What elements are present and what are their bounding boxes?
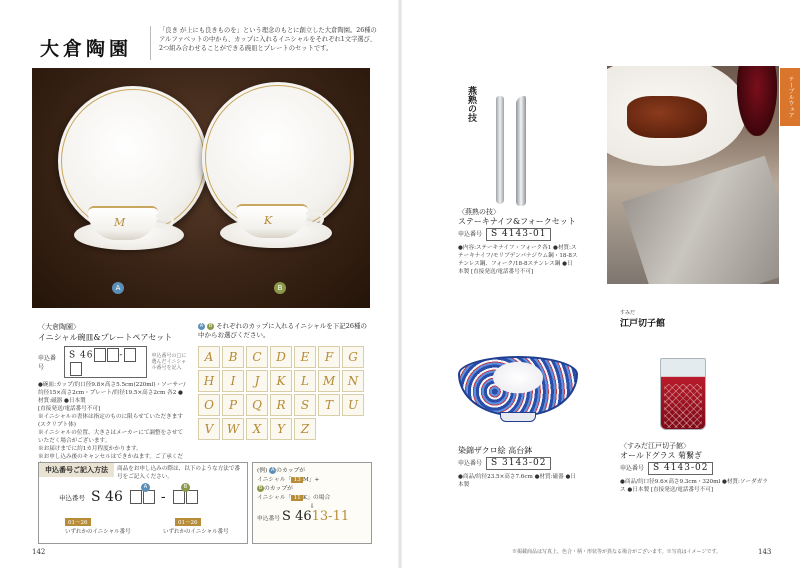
initial-cell: F [318, 346, 340, 368]
category-tab: テーブルウェア [780, 68, 800, 126]
product-spec-3: ※イニシャルの位置、大きさはメーカーにて調整をさせていただく場合がございます。 [38, 430, 183, 444]
initials-header-text: それぞれのカップに入れるイニシャルを下記26種の中からお選びください。 [198, 322, 367, 339]
brand-mark-enjuku: 燕熟の技 [466, 86, 476, 122]
bowl-photo [458, 348, 578, 424]
order-box-label: 申込番号ご記入方法 [39, 463, 114, 477]
example-line-1: (例) A のカップが [257, 467, 306, 474]
page-number-left: 142 [32, 548, 46, 556]
initial-cell: J [246, 370, 268, 392]
glass-product [620, 442, 770, 494]
order-range-b-caption: いずれかのイニシャル番号 [163, 529, 229, 535]
example-arrow: ⇩ [309, 504, 315, 510]
example-result: 申込番号 S 4613-11 [257, 509, 350, 524]
glass-code-row: 申込番号 S 4143-02 [620, 462, 770, 475]
initials-grid [198, 346, 368, 440]
cutlery-code-row: 申込番号 S 4143-01 [458, 228, 578, 241]
bowl-body [458, 356, 578, 416]
cutlery-code: S 4143-01 [486, 228, 551, 241]
initial-cell: K [270, 370, 292, 392]
product-spec-0: ●碗皿:カップ/約口径9.8×高さ5.5cm(220ml)・ソーサー/約径15×高さ2cm・プレート/約径19.5×高さ2cm 各2 ●材質:磁器 ●日本製 [38, 382, 186, 404]
cutlery-brand: 〈燕熟の技〉 [458, 208, 500, 216]
initial-cell: M [318, 370, 340, 392]
cup-b-monogram: K [264, 214, 273, 227]
product-code: S 46 - [64, 346, 148, 378]
cutlery-photo [488, 96, 548, 206]
bowl-title: 染錦ザクロ絵 高台鉢 [458, 446, 533, 455]
order-badge-a: A [141, 483, 150, 492]
intro-text: 「良き が上にも良きものを」という理念のもとに創立した大倉陶園。26種のアルファベットの中から、カップに入れるイニシャルをそれぞれ1文字選び、2つ組み合わせることができる碗皿とプレートのセットです。 [150, 26, 378, 60]
initial-cell: T [318, 394, 340, 416]
initial-cell: H [198, 370, 220, 392]
initial-cell: Z [294, 418, 316, 440]
order-badge-b: B [181, 483, 190, 492]
order-range-b: 01〜26 [175, 518, 201, 526]
product-code-row [38, 346, 188, 378]
product-spec-5: ※お申し込み後のキャンセルはできかねます。ご了承くだ [38, 454, 183, 460]
initial-cell: G [342, 346, 364, 368]
initial-cell: B [222, 346, 244, 368]
initial-cell: U [342, 394, 364, 416]
variant-badge-b: B [274, 282, 286, 294]
glass-title: オールドグラス 菊繋ぎ [620, 451, 702, 460]
order-example-box [252, 462, 372, 544]
mini-badge-a: A [199, 322, 204, 329]
steak-photo [607, 66, 779, 284]
code-note: 申込番号の□に選んだイニシャル番号を記入 [151, 353, 187, 371]
cutlery-product [458, 208, 578, 276]
mini-badge-b: B [208, 322, 213, 329]
initial-cell: O [198, 394, 220, 416]
initials-header [198, 322, 373, 339]
order-slots-a [129, 490, 155, 504]
initial-cell: P [222, 394, 244, 416]
bowl-foot [500, 412, 536, 422]
order-code-template: 申込番号 S 46 - [59, 489, 198, 505]
initial-cell: W [222, 418, 244, 440]
order-range-a-caption: いずれかのイニシャル番号 [65, 529, 131, 535]
initial-cell: S [294, 394, 316, 416]
product-photo-tableware [32, 68, 370, 308]
brand-logo-okura: 大倉陶園 [40, 38, 133, 60]
order-box-description: 商品をお申し込みの際は、以下のような方法で番号をご記入ください。 [117, 466, 241, 480]
example-line-4: イニシャル「 11 K」の場合 [257, 495, 331, 501]
glass-cut-pattern [664, 384, 702, 428]
initial-cell: D [270, 346, 292, 368]
example-line-2: イニシャル「 13 M」+ [257, 477, 320, 483]
bowl-product [458, 446, 578, 489]
variant-badge-a: A [112, 282, 124, 294]
glass-code: S 4143-02 [648, 462, 713, 475]
product-spec-2: ※イニシャルの書体は指定のものに限らせていただきます(スクリプト体) [38, 414, 183, 428]
order-instructions-box [38, 462, 248, 544]
spread-gutter [398, 0, 402, 568]
initial-cell: V [198, 418, 220, 440]
order-code-label: 申込番号 [59, 493, 85, 502]
glass-brand: 〈すみだ江戸切子館〉 [620, 442, 690, 450]
cutlery-title: ステーキナイフ&フォークセット [458, 217, 576, 226]
order-slots-b [172, 490, 198, 504]
example-line-3: B のカップが [258, 485, 293, 492]
bowl-code-row: 申込番号 S 3143-02 [458, 457, 578, 470]
initial-cell: E [294, 346, 316, 368]
order-range-a: 01〜26 [65, 518, 91, 526]
bowl-code: S 3143-02 [486, 457, 551, 470]
product-spec-1: [直接発送/電話番号不可] [38, 406, 101, 412]
product-spec-4: ※お届けまでに約1カ月程度かかります。 [38, 446, 142, 452]
knife [516, 96, 526, 206]
glass-photo [660, 358, 706, 432]
initial-cell: C [246, 346, 268, 368]
initial-cell: X [246, 418, 268, 440]
product-ab-block [38, 322, 188, 469]
initial-cell: R [270, 394, 292, 416]
cup-b-handle [306, 212, 324, 226]
page-number-right: 143 [758, 548, 772, 556]
cup-a-monogram: M [114, 216, 126, 229]
initial-cell: L [294, 370, 316, 392]
product-title: イニシャル碗皿&プレートペアセット [38, 333, 173, 342]
initial-cell: Q [246, 394, 268, 416]
cup-a-handle [156, 214, 174, 228]
edo-kiriko-logo: 江戸切子館 [620, 319, 666, 329]
initial-cell: Y [270, 418, 292, 440]
cutlery-spec: ●内容:ステーキナイフ・フォーク各1 ●材質:ステーキナイフ/モリブデンバナジウム鋼・18-8ステンレス鋼、フォーク/18-8ステンレス鋼 ●日本製 [直接発送/電話番号不可] [458, 245, 578, 275]
initial-cell: I [222, 370, 244, 392]
glass-spec: ●商品/約口径9.6×高さ9.3cm・320ml ●材質:ソーダガラス ●日本製 [直接発送/電話番号不可] [620, 479, 768, 493]
bowl-spec: ●商品/約径23.5×高さ7.6cm ●材質:磁器 ●日本製 [458, 474, 576, 488]
product-brand: 〈大倉陶園〉 [38, 323, 80, 331]
edo-logo-small: すみだ [620, 310, 636, 316]
code-label: 申込番号 [38, 355, 57, 371]
initial-cell: A [198, 346, 220, 368]
order-code-prefix: S 46 [91, 489, 123, 505]
fork [496, 96, 504, 204]
footnote: ※掲載商品は写真上、色合・柄・形状等が異なる場合がございます。※写真はイメージです。 [512, 549, 722, 555]
initial-cell: N [342, 370, 364, 392]
